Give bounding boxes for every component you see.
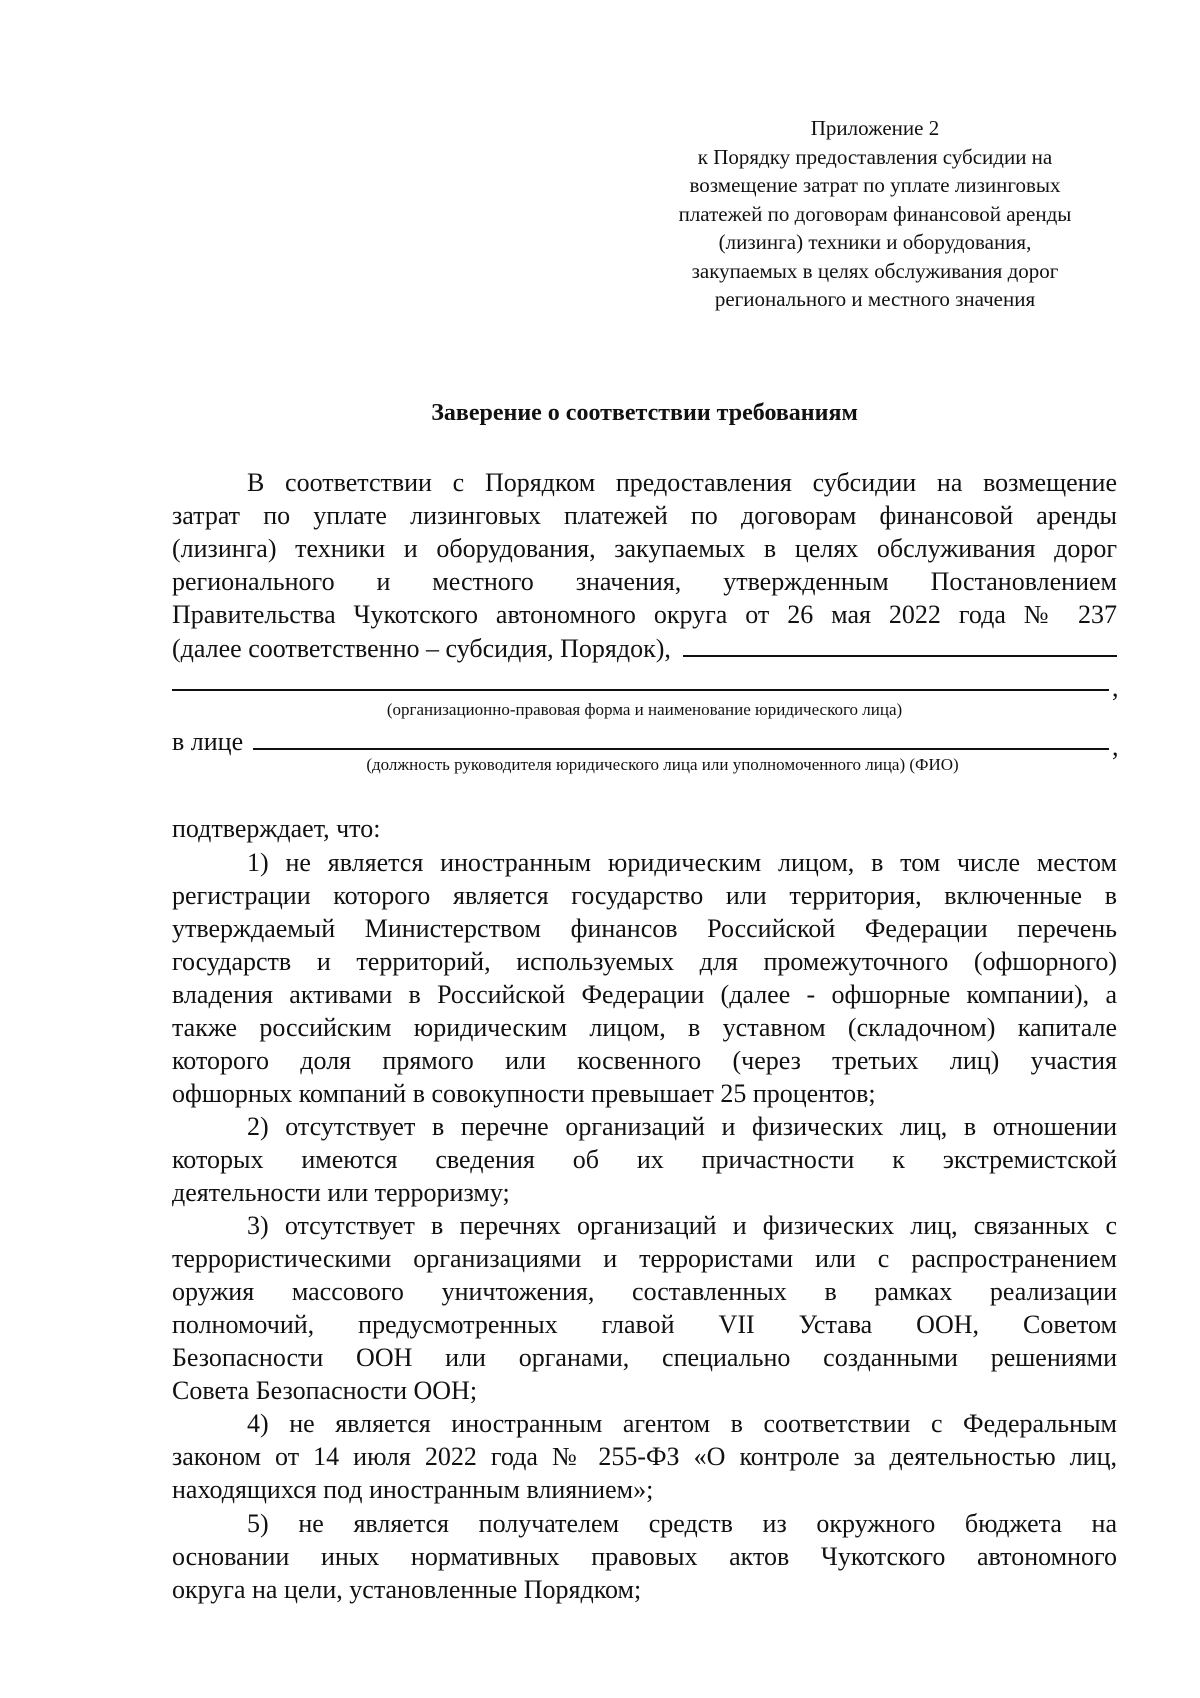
item-line: деятельности или терроризму; <box>172 1178 510 1207</box>
item-line: полномочий, предусмотренных главой VII Устава ООН, Советом <box>172 1310 1117 1339</box>
item-line: 2) отсутствует в перечне организаций и физических лиц, в отношении <box>247 1112 1117 1141</box>
requirements-list <box>172 846 1117 1606</box>
intro-line: регионального и местного значения, утвержденным Постановлением <box>172 567 1117 596</box>
item-line: которых имеются сведения об их причастности к экстремистской <box>172 1145 1117 1174</box>
list-item <box>172 1110 1117 1209</box>
org-name-caption: (организационно-правовая форма и наименование юридического лица) <box>386 700 903 719</box>
item-line: 1) не является иностранным юридическим лицом, в том числе местом <box>247 848 1117 877</box>
item-line: владения активами в Российской Федерации (далее - офшорные компании), а <box>172 980 1117 1009</box>
list-item <box>172 1209 1117 1407</box>
intro-line: (далее соответственно – субсидия, Порядок), <box>172 634 671 663</box>
intro-paragraph <box>172 466 1117 665</box>
appendix-line: Приложение 2 <box>810 116 940 140</box>
representative-blank[interactable] <box>253 722 1109 750</box>
list-item <box>172 846 1117 1110</box>
org-name-blank-start[interactable] <box>683 631 1117 657</box>
item-line: Безопасности ООН или органами, специально созданными решениями <box>172 1343 1117 1372</box>
item-line: которого доля прямого или косвенного (через третьих лиц) участия <box>172 1046 1117 1075</box>
in-person-label: в лице <box>172 727 244 756</box>
item-line: утверждаемый Министерством финансов Российской Федерации перечень <box>172 914 1117 943</box>
org-name-blank[interactable] <box>172 689 1109 691</box>
intro-line: В соответствии с Порядком предоставления субсидии на возмещение <box>247 468 1117 497</box>
confirms-text: подтверждает, что: <box>172 814 381 843</box>
comma: , <box>1112 673 1119 702</box>
representative-row <box>172 722 1109 758</box>
appendix-line: закупаемых в целях обслуживания дорог <box>691 258 1059 283</box>
representative-caption: (должность руководителя юридического лица или уполномоченного лица) (ФИО) <box>366 755 959 774</box>
intro-line: затрат по уплате лизинговых платежей по договорам финансовой аренды <box>172 501 1117 530</box>
item-line: также российским юридическим лицом, в уставном (складочном) капитале <box>172 1013 1117 1042</box>
item-line: террористическими организациями и террористами или с распространением <box>172 1244 1117 1273</box>
appendix-line: платежей по договорам финансовой аренды <box>678 201 1072 226</box>
appendix-line: регионального и местного значения <box>714 287 1036 311</box>
list-item <box>172 1407 1117 1506</box>
comma: , <box>1112 732 1119 761</box>
item-line: 4) не является иностранным агентом в соответствии с Федеральным <box>247 1409 1117 1438</box>
intro-last-line <box>172 631 1117 665</box>
appendix-line: (лизинга) техники и оборудования, <box>718 230 1032 254</box>
appendix-line: возмещение затрат по уплате лизинговых <box>689 173 1061 197</box>
item-line: находящихся под иностранным влиянием»; <box>172 1475 654 1504</box>
intro-line: Правительства Чукотского автономного округа от 26 мая 2022 года № 237 <box>172 600 1117 629</box>
item-line: 5) не является получателем средств из окружного бюджета на <box>247 1509 1117 1538</box>
document-title: Заверение о соответствии требованиям <box>431 400 858 426</box>
item-line: оружия массового уничтожения, составленных в рамках реализации <box>172 1277 1117 1306</box>
list-item <box>172 1507 1117 1606</box>
appendix-line: к Порядку предоставления субсидии на <box>697 144 1053 169</box>
item-line: округа на цели, установленные Порядком; <box>172 1575 642 1604</box>
item-line: Совета Безопасности ООН; <box>172 1376 478 1405</box>
item-line: регистрации которого является государство или территория, включенные в <box>172 881 1117 910</box>
item-line: основании иных нормативных правовых актов Чукотского автономного <box>172 1542 1117 1571</box>
intro-line: (лизинга) техники и оборудования, закупаемых в целях обслуживания дорог <box>172 534 1117 563</box>
item-line: 3) отсутствует в перечнях организаций и физических лиц, связанных с <box>247 1211 1117 1240</box>
appendix-header <box>640 114 1110 314</box>
item-line: государств и территорий, используемых для промежуточного (офшорного) <box>172 947 1117 976</box>
item-line: офшорных компаний в совокупности превышает 25 процентов; <box>172 1079 876 1108</box>
item-line: законом от 14 июля 2022 года № 255-ФЗ «О контроле за деятельностью лиц, <box>172 1442 1117 1471</box>
